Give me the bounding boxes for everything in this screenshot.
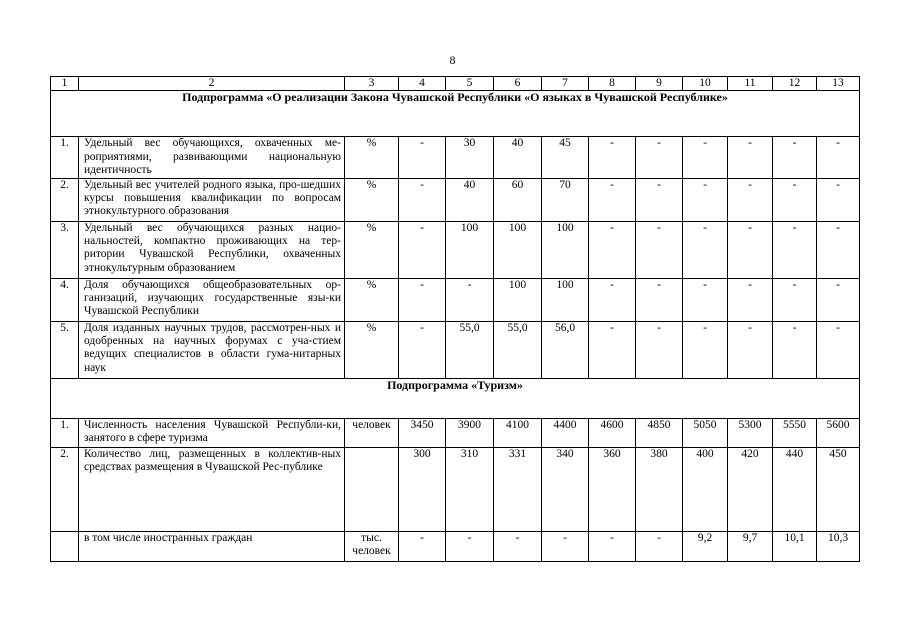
column-header: 2: [79, 77, 345, 91]
section-title: Подпрограмма «О реализации Закона Чувашской Республики «О языках в Чувашской Республике»: [51, 91, 860, 137]
value-cell: -: [636, 137, 683, 178]
unit-cell: %: [345, 278, 399, 321]
column-header: 6: [494, 77, 542, 91]
value-cell: 100: [494, 278, 542, 321]
value-cell: 40: [446, 178, 494, 221]
value-cell: -: [773, 321, 817, 378]
section-title-row: [51, 378, 860, 418]
value-cell: -: [589, 321, 636, 378]
value-cell: 4100: [494, 418, 542, 447]
column-header: 11: [728, 77, 773, 91]
value-cell: 5050: [683, 418, 728, 447]
table-row: [51, 278, 860, 321]
value-cell: 3450: [399, 418, 446, 447]
value-cell: 9,2: [683, 531, 728, 561]
column-header: 12: [773, 77, 817, 91]
value-cell: -: [399, 178, 446, 221]
value-cell: -: [589, 278, 636, 321]
row-number: 1.: [51, 137, 79, 178]
value-cell: 55,0: [446, 321, 494, 378]
row-number: 1.: [51, 418, 79, 447]
value-cell: 340: [542, 447, 589, 531]
value-cell: 440: [773, 447, 817, 531]
value-cell: 10,1: [773, 531, 817, 561]
column-header: 10: [683, 77, 728, 91]
value-cell: -: [683, 178, 728, 221]
value-cell: 5550: [773, 418, 817, 447]
value-cell: -: [773, 178, 817, 221]
value-cell: -: [773, 137, 817, 178]
value-cell: -: [773, 221, 817, 278]
unit-cell: тыс. человек: [345, 531, 399, 561]
column-header: 5: [446, 77, 494, 91]
row-number: 4.: [51, 278, 79, 321]
value-cell: -: [542, 531, 589, 561]
column-header: 9: [636, 77, 683, 91]
value-cell: 45: [542, 137, 589, 178]
value-cell: -: [589, 531, 636, 561]
value-cell: 4850: [636, 418, 683, 447]
value-cell: -: [399, 221, 446, 278]
indicators-table: [50, 76, 860, 562]
table-row: [51, 531, 860, 561]
column-header-row: [51, 77, 860, 91]
value-cell: -: [773, 278, 817, 321]
value-cell: -: [399, 137, 446, 178]
value-cell: -: [683, 321, 728, 378]
value-cell: -: [399, 321, 446, 378]
column-header: 7: [542, 77, 589, 91]
column-header: 1: [51, 77, 79, 91]
value-cell: -: [683, 221, 728, 278]
value-cell: -: [817, 137, 860, 178]
value-cell: 400: [683, 447, 728, 531]
value-cell: -: [399, 278, 446, 321]
value-cell: -: [589, 178, 636, 221]
indicator-name: Удельный вес обучающихся разных нацио-нальностей, компактно проживающих на тер-ритории Чувашской Республики, охваченных этнокультурным образованием: [79, 221, 345, 278]
value-cell: 4600: [589, 418, 636, 447]
indicator-name: Удельный вес учителей родного языка, про-шедших курсы повышения квалификации по вопросам этнокультурного образования: [79, 178, 345, 221]
value-cell: -: [683, 137, 728, 178]
value-cell: 100: [446, 221, 494, 278]
page-number: 8: [449, 53, 456, 67]
value-cell: -: [683, 278, 728, 321]
value-cell: -: [399, 531, 446, 561]
value-cell: 3900: [446, 418, 494, 447]
value-cell: 30: [446, 137, 494, 178]
value-cell: 10,3: [817, 531, 860, 561]
value-cell: -: [494, 531, 542, 561]
unit-cell: %: [345, 321, 399, 378]
table-row: [51, 137, 860, 178]
row-number: 5.: [51, 321, 79, 378]
table-row: [51, 447, 860, 531]
value-cell: -: [728, 278, 773, 321]
table-row: [51, 321, 860, 378]
row-number: [51, 531, 79, 561]
column-header: 3: [345, 77, 399, 91]
value-cell: -: [446, 531, 494, 561]
value-cell: 70: [542, 178, 589, 221]
section-title: Подпрограмма «Туризм»: [51, 378, 860, 418]
value-cell: 100: [494, 221, 542, 278]
value-cell: 5600: [817, 418, 860, 447]
value-cell: -: [817, 178, 860, 221]
value-cell: -: [636, 321, 683, 378]
value-cell: 100: [542, 221, 589, 278]
value-cell: -: [817, 221, 860, 278]
column-header: 8: [589, 77, 636, 91]
value-cell: -: [636, 278, 683, 321]
value-cell: 9,7: [728, 531, 773, 561]
value-cell: 5300: [728, 418, 773, 447]
unit-cell: человек: [345, 418, 399, 447]
value-cell: 4400: [542, 418, 589, 447]
indicator-name: в том числе иностранных граждан: [79, 531, 345, 561]
column-header: 13: [817, 77, 860, 91]
value-cell: 420: [728, 447, 773, 531]
unit-cell: [345, 447, 399, 531]
indicator-name: Доля обучающихся общеобразовательных ор-ганизаций, изучающих государственные язы-ки Чувашской Республики: [79, 278, 345, 321]
indicator-name: Доля изданных научных трудов, рассмотрен-ных и одобренных на научных форумах с уча-стием ведущих специалистов в области гума-нитарных наук: [79, 321, 345, 378]
value-cell: 56,0: [542, 321, 589, 378]
indicator-name: Количество лиц, размещенных в коллектив-ных средствах размещения в Чувашской Рес-публике: [79, 447, 345, 531]
unit-cell: %: [345, 221, 399, 278]
unit-cell: %: [345, 178, 399, 221]
value-cell: -: [446, 278, 494, 321]
value-cell: 360: [589, 447, 636, 531]
value-cell: -: [636, 178, 683, 221]
value-cell: -: [636, 531, 683, 561]
value-cell: 300: [399, 447, 446, 531]
table-row: [51, 221, 860, 278]
value-cell: 310: [446, 447, 494, 531]
section-title-row: [51, 91, 860, 137]
unit-cell: %: [345, 137, 399, 178]
indicator-name: Удельный вес обучающихся, охваченных ме-роприятиями, развивающими национальную идентичность: [79, 137, 345, 178]
value-cell: -: [589, 137, 636, 178]
row-number: 2.: [51, 178, 79, 221]
value-cell: 40: [494, 137, 542, 178]
value-cell: -: [589, 221, 636, 278]
value-cell: -: [817, 321, 860, 378]
value-cell: -: [817, 278, 860, 321]
value-cell: 55,0: [494, 321, 542, 378]
value-cell: -: [728, 221, 773, 278]
row-number: 3.: [51, 221, 79, 278]
indicator-name: Численность населения Чувашской Республи-ки, занятого в сфере туризма: [79, 418, 345, 447]
value-cell: -: [728, 178, 773, 221]
value-cell: 331: [494, 447, 542, 531]
value-cell: -: [728, 321, 773, 378]
value-cell: 450: [817, 447, 860, 531]
value-cell: 60: [494, 178, 542, 221]
value-cell: 380: [636, 447, 683, 531]
row-number: 2.: [51, 447, 79, 531]
value-cell: -: [636, 221, 683, 278]
table-row: [51, 418, 860, 447]
value-cell: 100: [542, 278, 589, 321]
value-cell: -: [728, 137, 773, 178]
table-row: [51, 178, 860, 221]
table-body: [51, 77, 860, 562]
column-header: 4: [399, 77, 446, 91]
